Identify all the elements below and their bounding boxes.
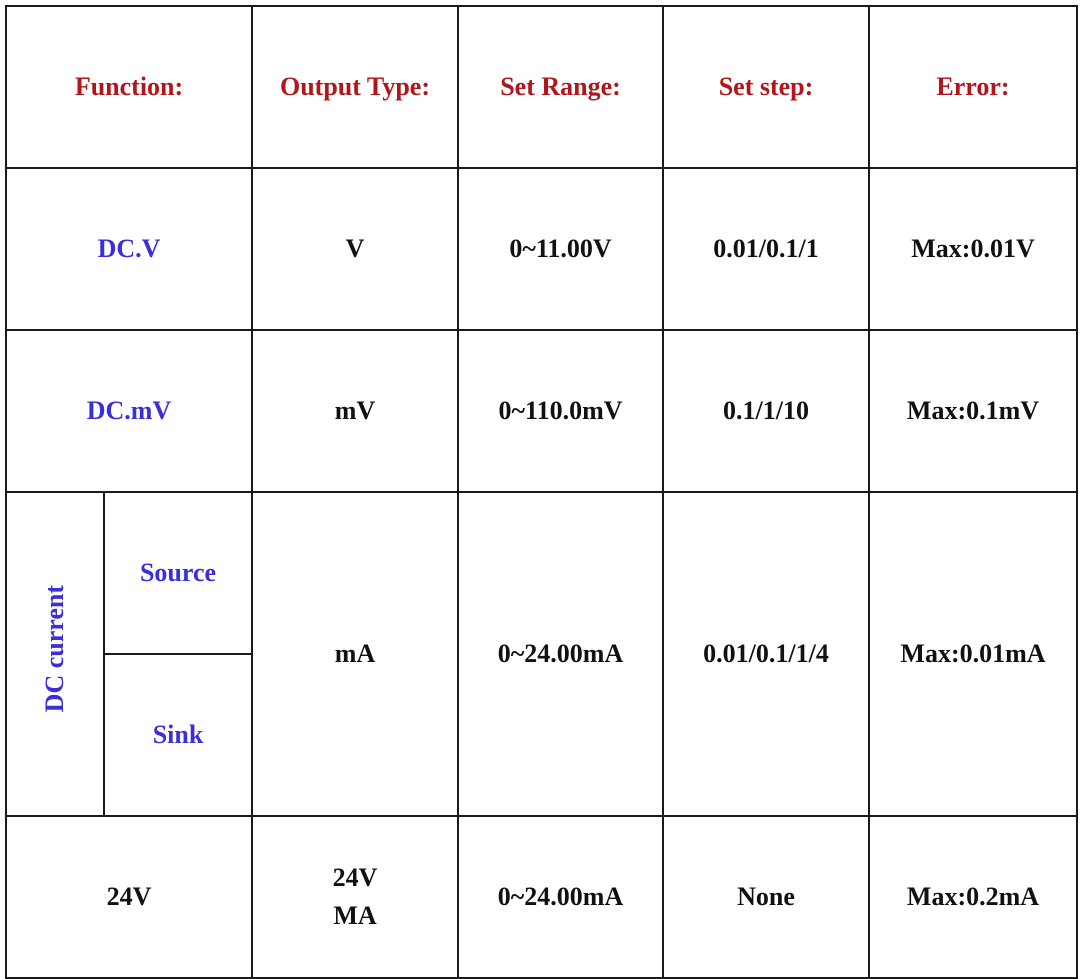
set-step-24v: None [663,816,869,978]
header-function: Function: [6,6,252,168]
output-type-24v [252,816,458,978]
error-dcmv: Max:0.1mV [869,330,1077,492]
function-24v: 24V [6,816,252,978]
set-step-dcv: 0.01/0.1/1 [663,168,869,330]
error-dc-current: Max:0.01mA [869,492,1077,816]
function-dc-current [6,492,104,816]
header-row [6,6,1077,168]
output-type-dcv: V [252,168,458,330]
set-step-dc-current: 0.01/0.1/1/4 [663,492,869,816]
output-type-dc-current: mA [252,492,458,816]
table-row-dc-current-source [6,492,1077,654]
header-output-type: Output Type: [252,6,458,168]
output-type-24v-line1: 24V [332,863,378,893]
output-type-24v-line2: MA [333,901,377,930]
error-dcv: Max:0.01V [869,168,1077,330]
header-set-range: Set Range: [458,6,663,168]
function-dcmv: DC.mV [6,330,252,492]
set-range-dcv: 0~11.00V [458,168,663,330]
spec-table [5,5,1078,979]
set-range-dc-current: 0~24.00mA [458,492,663,816]
output-type-dcmv: mV [252,330,458,492]
set-step-dcmv: 0.1/1/10 [663,330,869,492]
set-range-dcmv: 0~110.0mV [458,330,663,492]
header-set-step: Set step: [663,6,869,168]
table-row-24v [6,816,1077,978]
error-24v: Max:0.2mA [869,816,1077,978]
dc-current-label: DC current [40,584,70,713]
header-error: Error: [869,6,1077,168]
subfunction-sink: Sink [104,654,252,816]
table-row-dcv [6,168,1077,330]
subfunction-source: Source [104,492,252,654]
function-dcv: DC.V [6,168,252,330]
table-row-dcmv [6,330,1077,492]
set-range-24v: 0~24.00mA [458,816,663,978]
